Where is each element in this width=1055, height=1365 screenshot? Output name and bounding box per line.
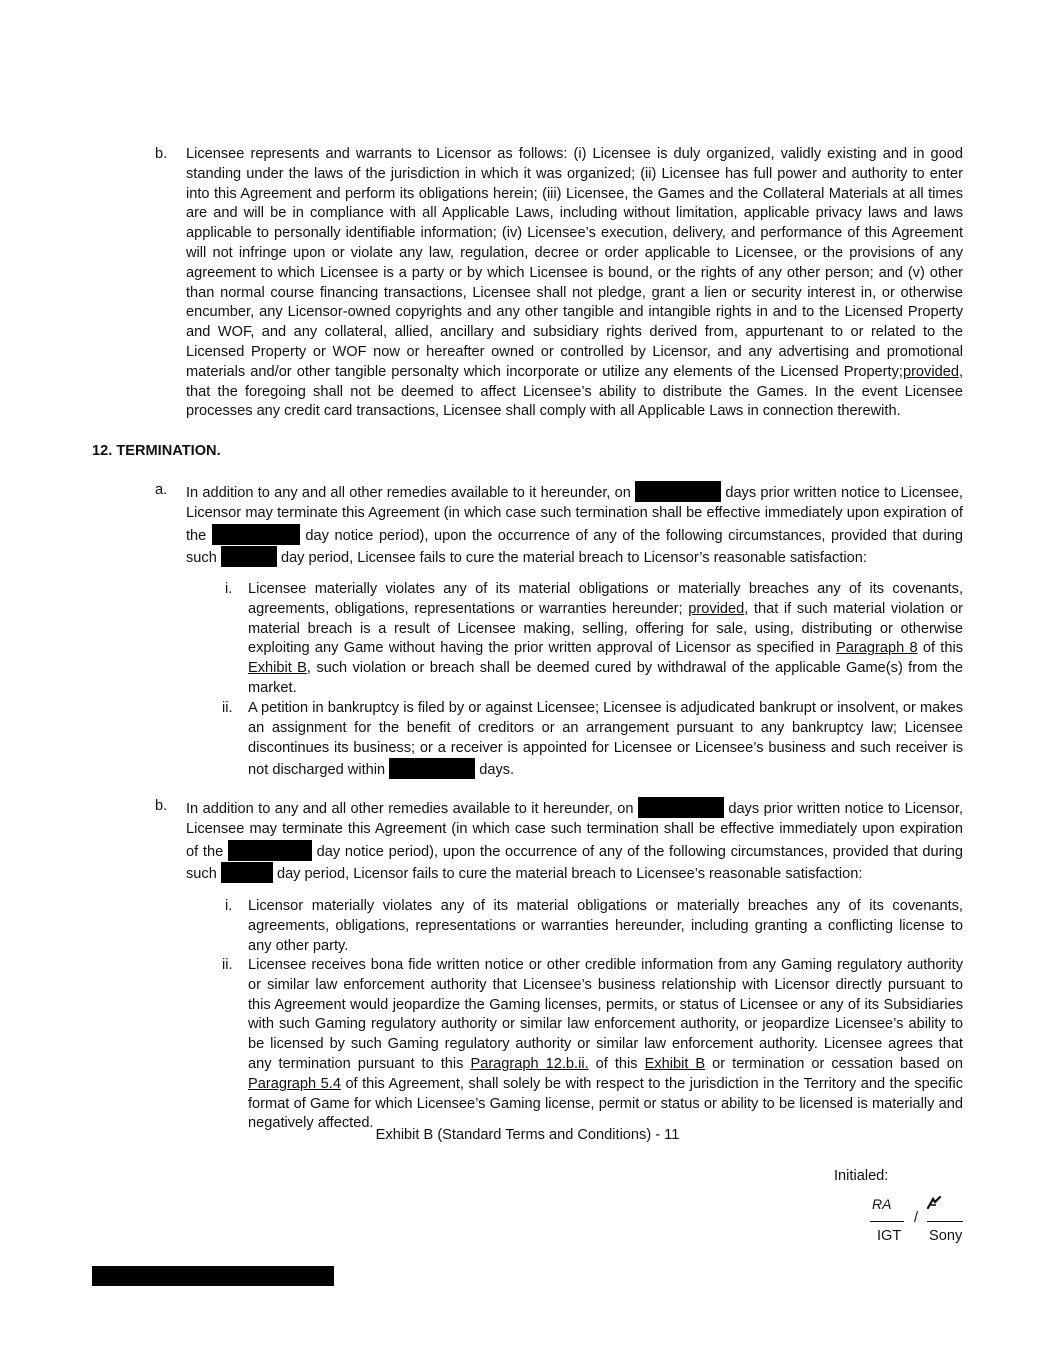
clause-b-ii-text-2: of this: [595, 1055, 638, 1072]
redaction-block: [389, 758, 475, 779]
clause-a-text-2: days prior written notice to Licensee, Licensor may terminate this Agreement (in which case such termination shall be effective immediately upon expiration of the: [186, 485, 963, 544]
clause-b-text-2: days prior written notice to Licensor, Licensee may terminate this Agreement (in which case such termination shall be effective immediately upon expiration of the: [186, 801, 963, 860]
clause-b-text-3: day notice period), upon the occurrence of any of the following circumstances, provided that during such: [186, 843, 963, 883]
paragraph-12bii-reference: Paragraph 12.b.ii.: [470, 1055, 589, 1072]
clause-b-ii-text-4: of this Agreement, shall solely be with respect to the jurisdiction in the Territory and the specific format of Game for which Licensee’s Gaming license, permit or status or ability to be licensed is materially and negatively affected.: [248, 1075, 963, 1132]
clause-b-ii-text-3: or termination or cessation based on: [712, 1055, 964, 1072]
clause-a-i-text-3: of this: [922, 640, 963, 657]
section-b-paragraph: [186, 145, 963, 422]
page-footer: Exhibit B (Standard Terms and Conditions) - 11: [375, 1127, 680, 1143]
section-b-text: Licensee represents and warrants to Licensor as follows: (i) Licensee is duly organized, validly existing and in good standing under the laws of the jurisdiction in which it was organized; (ii) Licensee has full power and authority to enter into this Agreement and perform its obligations herein; (iii) Licensee, the Games and the Collateral Materials at all times are and will be in compliance with all Applicable Laws, including without limitation, applicable privacy laws and laws applicable to personally identifiable information; (iv) Licensee’s execution, delivery, and performance of this Agreement will not infringe upon or violate any law, regulation, decree or order applicable to Licensee, or the provisions of any agreement to which Licensee is a party or by which Licensee is bound, or the rights of any other person; and (v) other than normal course financing transactions, Licensee shall not pledge, grant a lien or security interest in, or otherwise encumber, any Licensor-owned copyrights and any other tangible and intangible rights in and to the Licensed Property and WOF, and any collateral, allied, ancillary and subsidiary rights derived from, appurtenant to or related to the Licensed Property or WOF now or hereafter owned or controlled by Licensor, and any advertising and promotional materials and/or other tangible personalty which incorporate or utilize any elements of the Licensed Property;: [186, 146, 963, 380]
clause-b-text-4: day period, Licensor fails to cure the material breach to Licensee’s reasonable satisfaction:: [276, 866, 863, 883]
clause-a-i-text-4: , such violation or breach shall be deemed cured by withdrawal of the applicable Game(s) from the market.: [248, 660, 964, 696]
clause-a-text-1: In addition to any and all other remedies available to it hereunder, on: [186, 485, 631, 501]
clause-b-ii-text-1: Licensee receives bona fide written notice or other credible information from any Gaming regulatory authority or similar law enforcement authority that Licensee’s business relationship with Licensor directly pursuant to this Agreement would jeopardize the Gaming licenses, permits, or status of Licensee or any of its Subsidiaries with such Gaming regulatory authority or similar law enforcement authority, or jeopardize Licensee’s ability to be licensed by such Gaming regulatory authority or similar law enforcement authority. Licensee agrees that any termination pursuant to this: [248, 957, 963, 1072]
redaction-block: [221, 546, 277, 567]
clause-a-label: a.: [155, 482, 168, 498]
clause-a-ii-text-1: A petition in bankruptcy is filed by or against Licensee; Licensee is adjudicated bankrupt or insolvent, or makes an assignment for the benefit of creditors or an arrangement pursuant to any bankruptcy law; Licensee discontinues its business; or a receiver is appointed for Licensee or Licensee’s business and such receiver is not discharged within: [248, 700, 963, 779]
clause-a-ii-label: ii.: [222, 700, 233, 716]
exhibit-b-reference: Exhibit B: [248, 660, 307, 677]
paragraph-8-reference: Paragraph 8: [836, 640, 918, 657]
redaction-block: [228, 840, 312, 861]
clause-a-i-text-1: Licensee materially violates any of its material obligations or materially breaches any of its covenants, agreements, obligations, representations or warranties hereunder;: [248, 581, 963, 617]
exhibit-b-reference: Exhibit B: [644, 1055, 706, 1072]
clause-b-label: b.: [155, 798, 168, 814]
igt-initials-mark: RA: [872, 1196, 892, 1212]
redaction-block: [92, 1266, 334, 1286]
clause-b-ii-label: ii.: [222, 957, 233, 973]
provided-term: provided: [688, 600, 745, 617]
clause-a-i-text-2: , that if such material violation or material breach is a result of Licensee making, selling, offering for sale, using, distributing or otherwise exploiting any Game without having the prior written approval of Licensor as specified in: [248, 600, 963, 657]
clause-a-text-4: day period, Licensee fails to cure the material breach to Licensor’s reasonable satisfaction:: [280, 550, 867, 567]
sony-label: Sony: [929, 1228, 963, 1244]
redaction-block: [212, 524, 300, 545]
section-b-text-end: , that the foregoing shall not be deemed to affect Licensee’s ability to distribute the Games. In the event Licensee processes any credit card transactions, Licensee shall comply with all Applicable Laws in connection therewith.: [186, 363, 963, 420]
clause-b-paragraph: [186, 797, 963, 885]
sony-initials-signature-icon: [926, 1196, 942, 1210]
redaction-block: [221, 862, 273, 883]
clause-b-ii-paragraph: [248, 956, 963, 1134]
redaction-block: [635, 481, 721, 502]
clause-a-ii-paragraph: [248, 699, 963, 781]
clause-b-text-1: In addition to any and all other remedies available to it hereunder, on: [186, 801, 634, 817]
section-b-label: b.: [155, 146, 168, 162]
clause-a-text-3: day notice period), upon the occurrence of any of the following circumstances, provided that during such: [186, 527, 963, 567]
clause-a-paragraph: [186, 481, 963, 569]
redaction-block: [638, 797, 724, 818]
initials-separator: /: [914, 1210, 919, 1226]
initialed-label: Initialed:: [834, 1168, 889, 1184]
clause-b-i-label: i.: [225, 898, 233, 914]
section-heading-termination: 12. TERMINATION.: [92, 443, 221, 459]
sony-signature-line: [927, 1221, 963, 1222]
igt-label: IGT: [877, 1228, 902, 1244]
clause-a-i-paragraph: [248, 580, 963, 699]
clause-a-ii-text-2: days.: [479, 762, 515, 779]
igt-signature-line: [870, 1221, 904, 1222]
paragraph-5-4-reference: Paragraph 5.4: [248, 1075, 341, 1092]
provided-term: provided: [902, 363, 959, 380]
clause-b-i-paragraph: Licensor materially violates any of its material obligations or materially breaches any of its covenants, agreements, obligations, representations or warranties hereunder, including granting a conflicting license to any other party.: [248, 898, 963, 954]
clause-a-i-label: i.: [225, 581, 233, 597]
